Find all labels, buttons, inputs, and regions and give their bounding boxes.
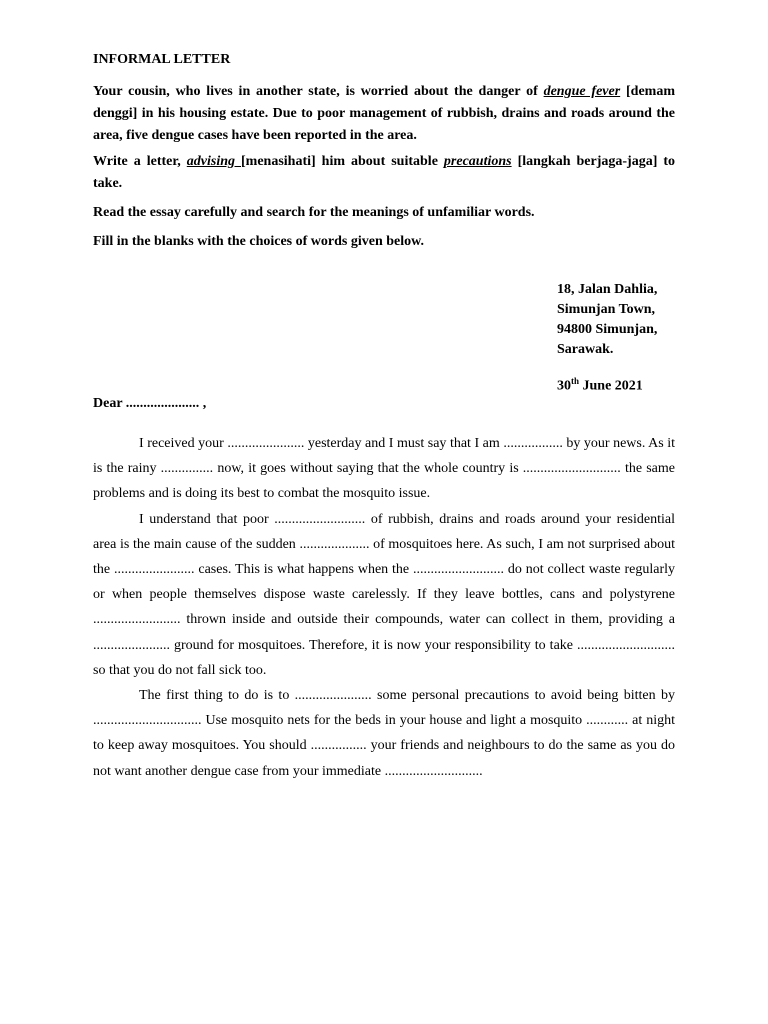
date-suffix: th (571, 376, 580, 386)
address-line-1: 18, Jalan Dahlia, (557, 282, 658, 297)
instruction-write-text-2: [menasihati] him about suitable (241, 154, 444, 169)
keyword-precautions: precautions (443, 154, 512, 169)
address-line-4: Sarawak. (557, 342, 614, 357)
date-day: 30 (557, 378, 571, 394)
page-heading: INFORMAL LETTER (93, 52, 231, 67)
instruction-task-text-1: Your cousin, who lives in another state, is worried about the danger of (93, 84, 544, 99)
letter-paragraph-1: I received your ...................... yesterday and I must say that I am ................. by your news. As it is the rainy ............... now, it goes without saying that the whole country is ............................ the same problems and is doing its best to combat the mosquito issue. (93, 436, 675, 502)
instruction-read: Read the essay carefully and search for the meanings of unfamiliar words. (93, 205, 535, 220)
address-line-3: 94800 Simunjan, (557, 322, 658, 337)
date-month-year: June 2021 (579, 378, 643, 394)
letter-paragraph-3: The first thing to do is to ...................... some personal precautions to avoid being bitten by ............................... Use mosquito nets for the beds in your house and light a mosquito ............ at night to keep away mosquitoes. You should ................ your friends and neighbours to do the same as you do not want another dengue case from your immediate ............................ (93, 688, 675, 779)
instruction-task (93, 81, 675, 147)
instruction-write-text-3: [langkah berjaga-jaga] to take. (93, 154, 676, 191)
instruction-fill: Fill in the blanks with the choices of words given below. (93, 234, 424, 249)
instruction-write (93, 151, 675, 195)
instruction-task-text-2: [demam denggi] in his housing estate. Due to poor management of rubbish, drains and roads around the area, five dengue cases have been reported in the area. (93, 84, 675, 143)
salutation: Dear ..................... , (93, 396, 207, 411)
sender-address (557, 280, 657, 360)
letter-date (557, 376, 643, 395)
keyword-dengue-fever: dengue fever (543, 84, 621, 99)
instruction-write-text-1: Write a letter, (93, 154, 187, 169)
keyword-advising: advising (186, 154, 242, 169)
letter-body (93, 431, 675, 784)
letter-paragraph-2: I understand that poor .......................... of rubbish, drains and roads around your residential area is the main cause of the sudden .................... of mosquitoes here. As such, I am not surprised about the ....................... cases. This is what happens when the .......................... do not collect waste regularly or when people themselves dispose waste carelessly. If they leave bottles, cans and polystyrene ......................... thrown inside and outside their compounds, water can collect in them, providing a ...................... ground for mosquitoes. Therefore, it is now your responsibility to take ............................ so that you do not fall sick too. (93, 511, 675, 678)
address-line-2: Simunjan Town, (557, 302, 656, 317)
